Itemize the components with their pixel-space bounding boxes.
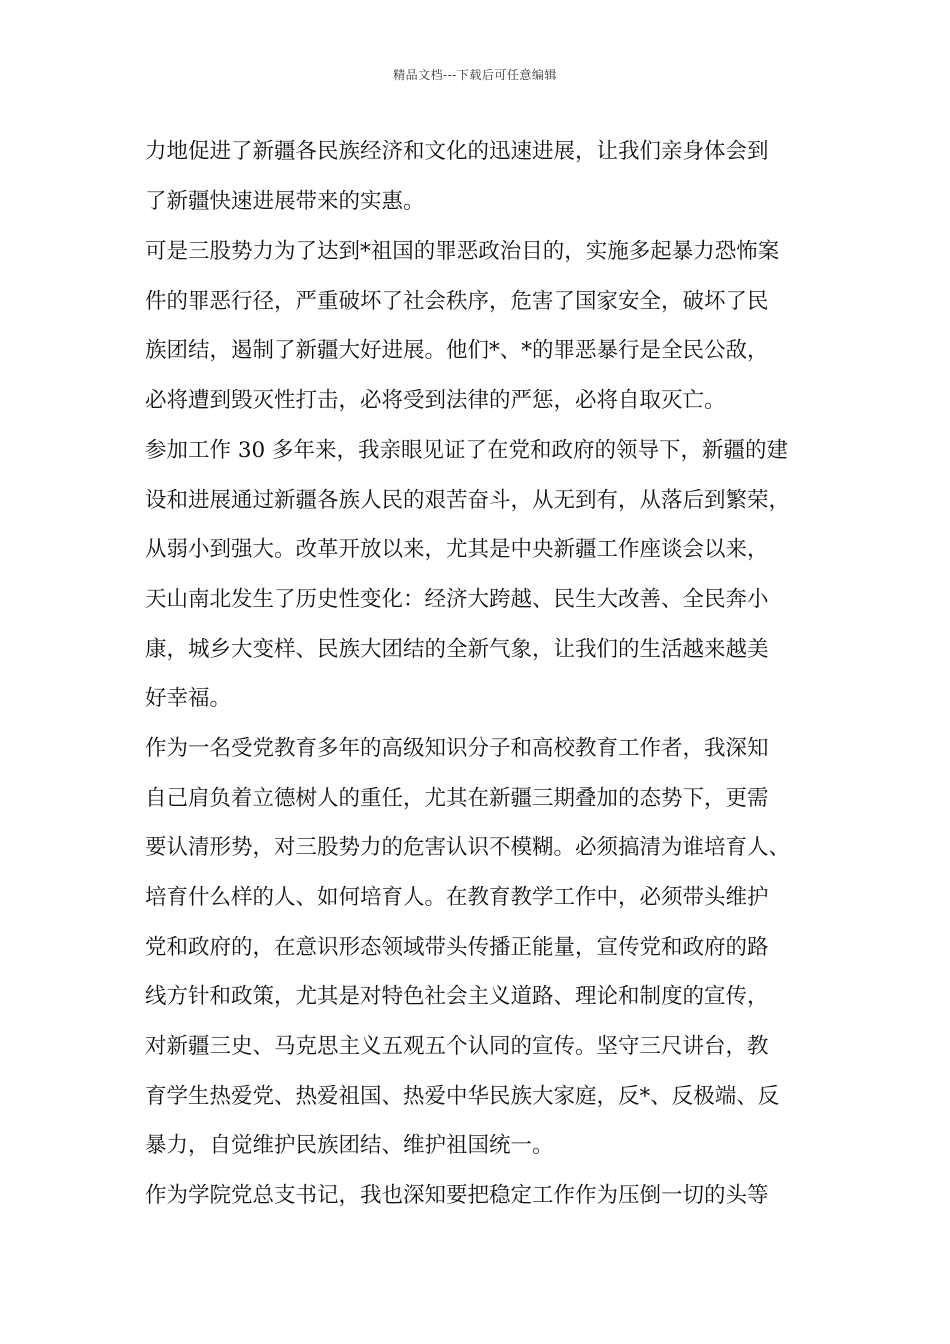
text-line: 族团结，遏制了新疆大好进展。他们*、*的罪恶暴行是全民公敌，	[145, 338, 769, 363]
text-line: 参加工作 30 多年来，我亲眼见证了在党和政府的领导下，新疆的建	[145, 438, 789, 463]
text-line: 暴力，自觉维护民族团结、维护祖国统一。	[145, 1133, 554, 1158]
text-line: 好幸福。	[145, 686, 232, 711]
text-line: 了新疆快速进展带来的实惠。	[145, 189, 425, 214]
text-line: 设和进展通过新疆各族人民的艰苦奋斗，从无到有，从落后到繁荣，	[145, 488, 791, 513]
text-line: 育学生热爱党、热爱祖国、热爱中华民族大家庭，反*、反极端、反	[145, 1084, 780, 1109]
text-line: 康，城乡大变样、民族大团结的全新气象，让我们的生活越来越美	[145, 637, 769, 662]
page-header: 精品文档---下载后可任意编辑	[393, 68, 557, 82]
text-line: 件的罪恶行径，严重破坏了社会秩序，危害了国家安全，破坏了民	[145, 289, 769, 314]
text-line: 力地促进了新疆各民族经济和文化的迅速进展，让我们亲身体会到	[145, 139, 769, 164]
text-line: 要认清形势，对三股势力的危害认识不模糊。必须搞清为谁培育人、	[145, 835, 791, 860]
text-line: 党和政府的，在意识形态领域带头传播正能量，宣传党和政府的路	[145, 935, 769, 960]
text-line: 线方针和政策，尤其是对特色社会主义道路、理论和制度的宣传，	[145, 984, 769, 1009]
text-line: 作为一名受党教育多年的高级知识分子和高校教育工作者，我深知	[145, 736, 769, 761]
text-line: 培育什么样的人、如何培育人。在教育教学工作中，必须带头维护	[145, 885, 769, 910]
text-line: 从弱小到强大。改革开放以来，尤其是中央新疆工作座谈会以来，	[145, 537, 769, 562]
text-line: 必将遭到毁灭性打击，必将受到法律的严惩，必将自取灭亡。	[145, 388, 726, 413]
text-line: 自己肩负着立德树人的重任，尤其在新疆三期叠加的态势下，更需	[145, 786, 769, 811]
text-line: 对新疆三史、马克思主义五观五个认同的宣传。坚守三尺讲台，教	[145, 1034, 769, 1059]
text-line: 可是三股势力为了达到*祖国的罪恶政治目的，实施多起暴力恐怖案	[145, 239, 780, 264]
text-line: 作为学院党总支书记，我也深知要把稳定工作作为压倒一切的头等	[145, 1183, 769, 1208]
text-line: 天山南北发生了历史性变化：经济大跨越、民生大改善、全民奔小	[145, 587, 769, 612]
